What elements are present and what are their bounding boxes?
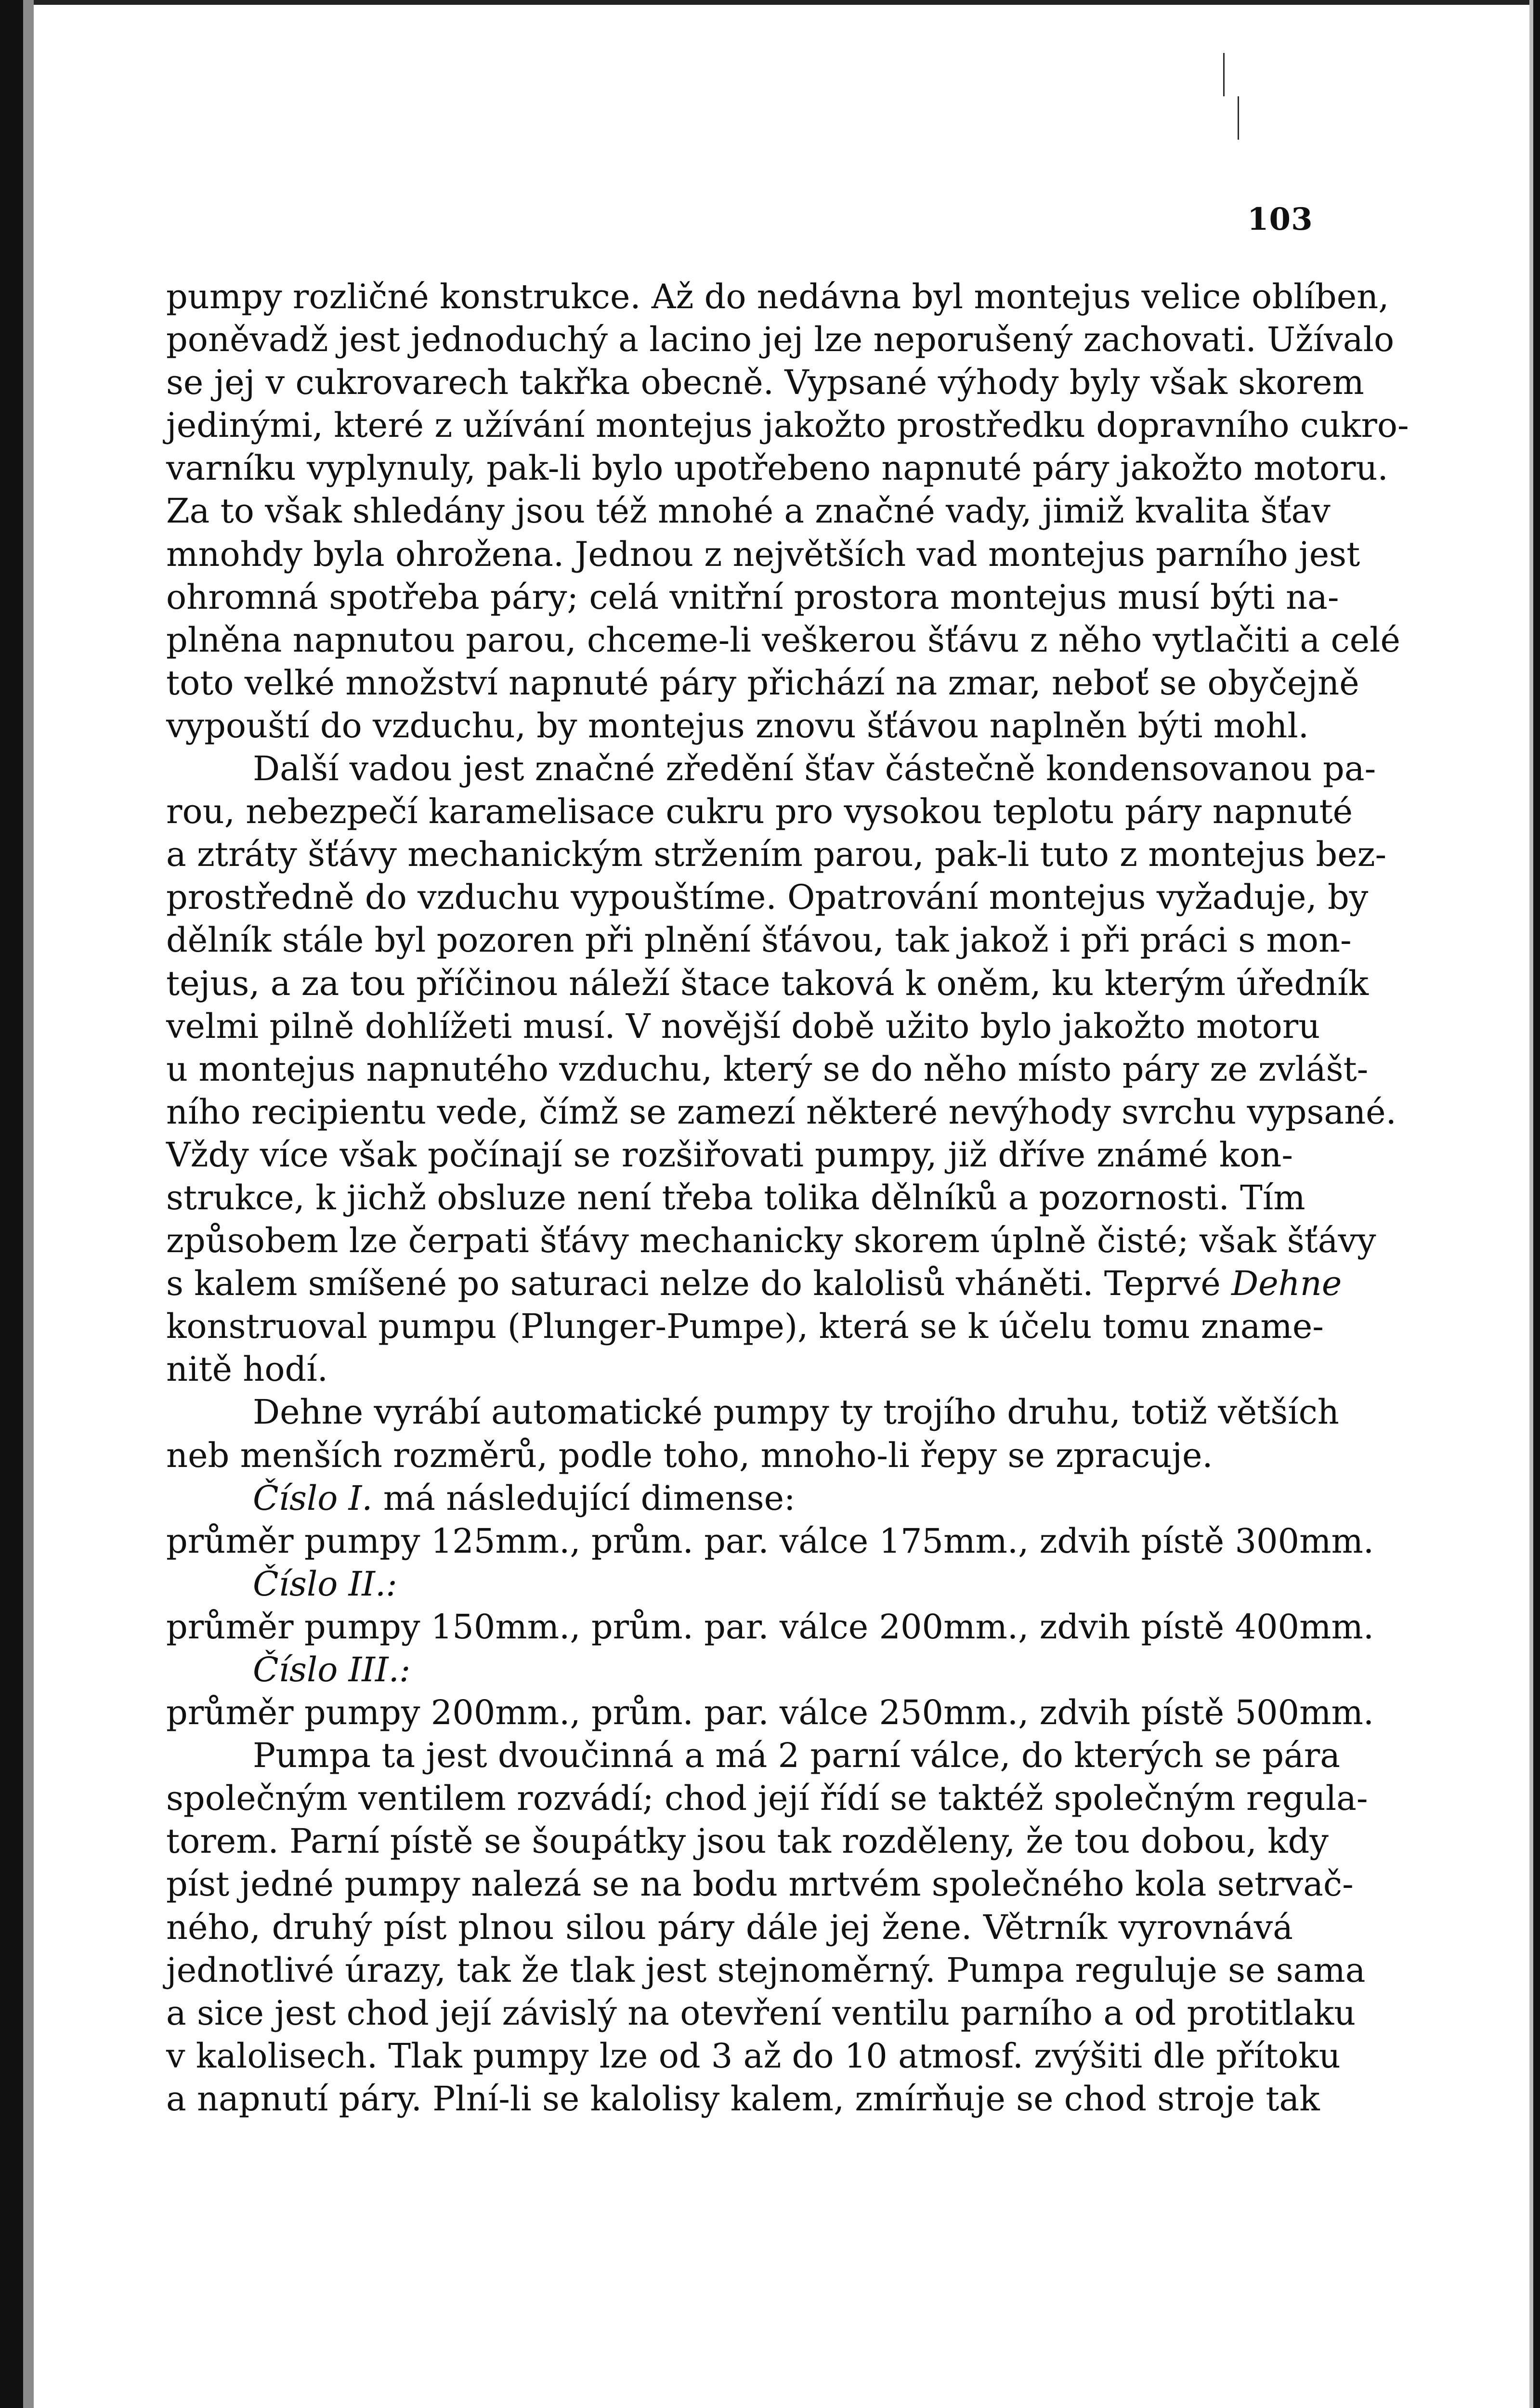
dimension-line: průměr pumpy 200mm., prům. par. válce 250mm., zdvih pístě 500mm. — [166, 1693, 1374, 1733]
text-line: neb menších rozměrů, podle toho, mnoho-li řepy se zpracuje. — [166, 1435, 1213, 1475]
text-line: Pumpa ta jest dvoučinná a má 2 parní válce, do kterých se pára — [253, 1736, 1340, 1776]
scan-right-edge — [1533, 0, 1540, 2408]
text-line: Za to však shledány jsou též mnohé a značné vady, jimiž kvalita šťav — [166, 491, 1331, 531]
text-line: varníku vyplynuly, pak-li bylo upotřebeno napnuté páry jakožto motoru. — [166, 448, 1388, 488]
number-heading-label: Číslo II.: — [253, 1564, 397, 1604]
scan-left-gutter — [0, 0, 23, 2408]
text-line: a sice jest chod její závislý na otevření ventilu parního a od protitlaku — [166, 1993, 1356, 2033]
text-line: velmi pilně dohlížeti musí. V novější době užito bylo jakožto motoru — [166, 1006, 1320, 1046]
number-heading-label: Číslo III.: — [253, 1650, 411, 1689]
number-heading — [166, 1649, 1293, 1691]
dimension-line: průměr pumpy 150mm., prům. par. válce 200mm., zdvih pístě 400mm. — [166, 1607, 1374, 1647]
text-line: ného, druhý píst plnou silou páry dále jej žene. Větrník vyrovnává — [166, 1907, 1293, 1947]
number-heading: Číslo I. — [253, 1478, 373, 1518]
text-line: Vždy více však počínají se rozšiřovati pumpy, již dříve známé kon- — [166, 1135, 1293, 1175]
text-line: a ztráty šťávy mechanickým stržením parou, pak-li tuto z montejus bez- — [166, 835, 1387, 875]
text-line: mnohdy byla ohrožena. Jednou z největších vad montejus parního jest — [166, 534, 1360, 574]
text-line: v kalolisech. Tlak pumpy lze od 3 až do 10 atmosf. zvýšiti dle přítoku — [166, 2036, 1341, 2076]
text-line: toto velké množství napnuté páry přichází na zmar, neboť se obyčejně — [166, 663, 1359, 703]
text-line — [166, 1477, 1293, 1520]
text-line: torem. Parní pístě se šoupátky jsou tak rozděleny, že tou dobou, kdy — [166, 1821, 1329, 1861]
text-line: prostředně do vzduchu vypouštíme. Opatrování montejus vyžaduje, by — [166, 877, 1369, 917]
text-line: poněvadž jest jednoduchý a lacino jej lze neporušený zachovati. Užívalo — [166, 320, 1395, 360]
body-text — [166, 275, 1409, 2120]
scan-top-edge — [0, 0, 1540, 5]
text-line-part: má následující dimense: — [383, 1478, 796, 1518]
text-line: pumpy rozličné konstrukce. Až do nedávna byl montejus velice oblíben, — [166, 277, 1389, 316]
text-line: vypouští do vzduchu, by montejus znovu šťávou naplněn býti mohl. — [166, 706, 1309, 746]
number-heading — [166, 1563, 1293, 1606]
text-line: tejus, a za tou příčinou náleží štace taková k oněm, ku kterým úředník — [166, 963, 1369, 1003]
text-line: nitě hodí. — [166, 1349, 328, 1389]
scan-mark — [1223, 53, 1225, 96]
text-line: způsobem lze čerpati šťávy mechanicky skorem úplně čisté; však šťávy — [166, 1221, 1376, 1261]
text-line: Další vadou jest značné zředění šťav částečně kondensovanou pa- — [253, 749, 1376, 789]
dimension-line: průměr pumpy 125mm., prům. par. válce 175mm., zdvih pístě 300mm. — [166, 1521, 1374, 1561]
text-line: Dehne vyrábí automatické pumpy ty trojího druhu, totiž větších — [253, 1392, 1339, 1432]
text-line: ního recipientu vede, čímž se zamezí některé nevýhody svrchu vypsané. — [166, 1092, 1396, 1132]
scan-left-gutter-shade — [23, 0, 34, 2408]
text-line — [166, 1262, 1342, 1305]
text-line: píst jedné pumpy nalezá se na bodu mrtvém společného kola setrvač- — [166, 1864, 1354, 1904]
text-line: společným ventilem rozvádí; chod její řídí se taktéž společným regula- — [166, 1779, 1368, 1819]
text-line: konstruoval pumpu (Plunger-Pumpe), která se k účelu tomu zname- — [166, 1307, 1324, 1347]
text-line: plněna napnutou parou, chceme-li veškerou šťávu z něho vytlačiti a celé — [166, 620, 1400, 660]
author-name-dehne: Dehne — [1231, 1264, 1342, 1304]
text-line: u montejus napnutého vzduchu, který se do něho místo páry ze zvlášt- — [166, 1049, 1369, 1089]
text-line: rou, nebezpečí karamelisace cukru pro vysokou teplotu páry napnuté — [166, 792, 1353, 832]
text-line: jedinými, které z užívání montejus jakožto prostředku dopravního cukro- — [166, 406, 1409, 445]
text-line: strukce, k jichž obsluze není třeba tolika dělníků a pozornosti. Tím — [166, 1178, 1305, 1217]
text-line: jednotlivé úrazy, tak že tlak jest stejnoměrný. Pumpa reguluje se sama — [166, 1950, 1366, 1990]
text-line-part: s kalem smíšené po saturaci nelze do kalolisů vháněti. Teprvé — [166, 1264, 1221, 1304]
text-line: ohromná spotřeba páry; celá vnitřní prostora montejus musí býti na- — [166, 577, 1339, 617]
text-line: dělník stále byl pozoren při plnění šťávou, tak jakož i při práci s mon- — [166, 920, 1352, 960]
scan-mark — [1238, 96, 1239, 140]
scan-right-edge-shade — [1529, 0, 1533, 2408]
text-line: a napnutí páry. Plní-li se kalolisy kalem, zmírňuje se chod stroje tak — [166, 2079, 1320, 2119]
page-number: 103 — [1247, 201, 1313, 237]
text-line: se jej v cukrovarech takřka obecně. Vypsané výhody byly však skorem — [166, 363, 1364, 403]
